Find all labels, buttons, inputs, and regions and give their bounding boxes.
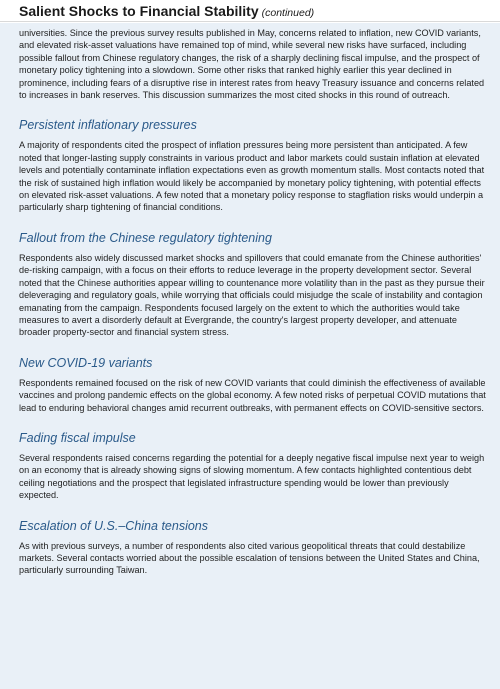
section-body: Several respondents raised concerns regarding the potential for a deeply negative fiscal impulse next year to weigh on an economy that is already showing signs of slowing momentum. A few contacts highlighted contentious debt ceiling negotiations and the prospect that legislated infrastructure spending would be lower than previously expected. (19, 452, 485, 501)
section-heading: Persistent inflationary pressures (19, 118, 197, 133)
section-body: A majority of respondents cited the prospect of inflation pressures being more persistent than anticipated. A few noted that longer-lasting supply constraints in various product and labor markets could sustain inflation at elevated levels and potentially contaminate inflation expectations even as growth momentum stalls. Most contacts noted that the risk of sustained high inflation would likely be accompanied by monetary policy tightening, with potential effects on elevated risk-asset valuations. A few noted that a monetary policy response to stagflation risks would underpin a particularly sharp tightening of financial conditions. (19, 140, 485, 213)
section-covid-variants (19, 356, 486, 414)
section-body: Respondents remained focused on the risk of new COVID variants that could diminish the effectiveness of available vaccines and prolong pandemic effects on the global economy. A few noted risks of perpetual COVID mutations that lead to enduring behavioral changes amid recurrent outbreaks, with permanent effects on COVID-sensitive sectors. (19, 377, 486, 413)
box-header (0, 0, 500, 22)
section-heading: Fallout from the Chinese regulatory tightening (19, 230, 272, 245)
box-title-continued: (continued) (261, 7, 315, 19)
section-fiscal-impulse (19, 431, 486, 502)
box-panel (0, 23, 500, 689)
section-body: Respondents also widely discussed market shocks and spillovers that could emanate from the Chinese authorities' de-risking campaign, with a focus on their efforts to reduce leverage in the property development sector. Several noted that the Chinese authorities appear willing to countenance more volatility than in the past as they pursue their deleveraging and regulatory goals, while worrying that officials could misjudge the scale of instability and contagion emanating from the campaign. Respondents focused largely on the extent to which the authorities would take measures to avert a disorderly default at Evergrande, the country's largest property developer, and attenuate broader property-sector and financial system stress. (19, 252, 485, 338)
section-chinese-regulatory (19, 231, 486, 339)
section-us-china-tensions (19, 519, 486, 577)
section-heading: Escalation of U.S.–China tensions (19, 518, 208, 533)
section-heading: Fading fiscal impulse (19, 430, 136, 445)
section-heading: New COVID-19 variants (19, 355, 153, 370)
section-persistent-inflation (19, 118, 486, 213)
intro-paragraph: universities. Since the previous survey results published in May, concerns related to inflation, new COVID variants, and elevated risk-asset valuations have remained top of mind, while several new risks have surfaced, including possible fallout from Chinese regulatory changes, the risk of a sharply declining fiscal impulse, and the prospect of monetary policy tightening into a slowdown. Some other risks that ranked highly earlier this year declined in prominence, including fears of a disruptive rise in interest rates from heavy Treasury issuance and concerns related to increases in bank reserves. This discussion summarizes the most cited shocks in this round of outreach. (19, 28, 485, 101)
section-body: As with previous surveys, a number of respondents also cited various geopolitical threats that could destabilize markets. Several contacts worried about the possible escalation of tensions between the United States and China, particularly surrounding Taiwan. (19, 540, 480, 576)
box-title: Salient Shocks to Financial Stability (continued) (19, 3, 315, 19)
